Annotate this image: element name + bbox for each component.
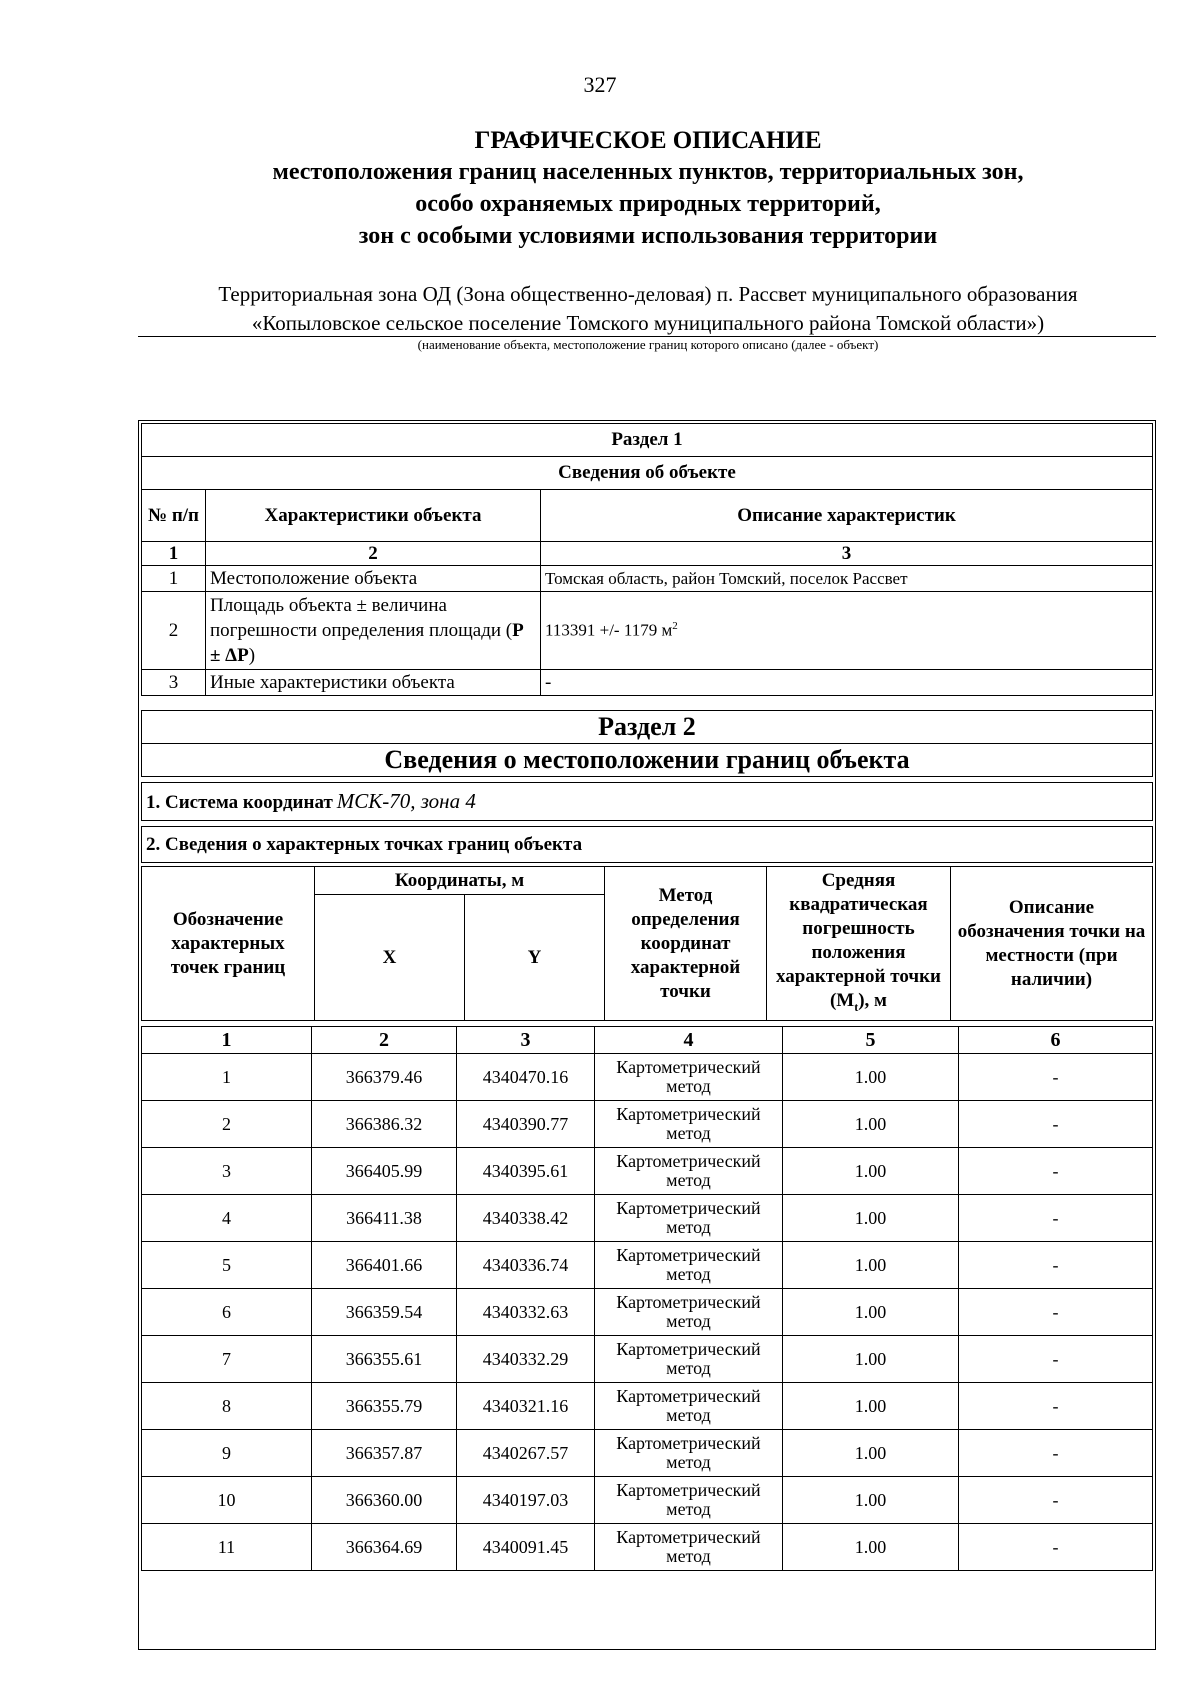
point-y: 4340390.77 — [457, 1101, 595, 1148]
point-description: - — [959, 1430, 1153, 1477]
col-number: 6 — [959, 1027, 1153, 1054]
point-id: 4 — [142, 1195, 312, 1242]
point-x: 366355.61 — [312, 1336, 457, 1383]
row-name-close: ) — [248, 645, 256, 666]
subtitle-line-3: зон с особыми условиями использования территории — [358, 223, 938, 249]
main-title: ГРАФИЧЕСКОЕ ОПИСАНИЕ — [474, 127, 822, 154]
object-name-caption: (наименование объекта, местоположение границ которого описано (далее - объект) — [417, 337, 879, 352]
area-unit-sup: 2 — [672, 620, 678, 633]
point-y: 4340091.45 — [457, 1524, 595, 1571]
point-x: 366386.32 — [312, 1101, 457, 1148]
section1-subheading: Сведения об объекте — [142, 457, 1153, 490]
point-method: Картометрический метод — [595, 1242, 783, 1289]
table-row — [142, 1477, 1153, 1524]
point-method: Картометрический метод — [595, 1101, 783, 1148]
point-y: 4340332.63 — [457, 1289, 595, 1336]
point-error: 1.00 — [783, 1054, 959, 1101]
point-x: 366359.54 — [312, 1289, 457, 1336]
object-name-line-2: «Копыловское сельское поселение Томского муниципального района Томской области») — [251, 311, 1045, 335]
header-error-sub: t — [854, 999, 859, 1014]
point-method: Картометрический метод — [595, 1054, 783, 1101]
point-method: Картометрический метод — [595, 1524, 783, 1571]
point-x: 366411.38 — [312, 1195, 457, 1242]
point-x: 366357.87 — [312, 1430, 457, 1477]
point-x: 366401.66 — [312, 1242, 457, 1289]
point-error: 1.00 — [783, 1242, 959, 1289]
table-row — [142, 1289, 1153, 1336]
point-error: 1.00 — [783, 1336, 959, 1383]
point-method: Картометрический метод — [595, 1383, 783, 1430]
point-description: - — [959, 1148, 1153, 1195]
point-error: 1.00 — [783, 1477, 959, 1524]
row-num: 2 — [142, 592, 206, 670]
point-id: 9 — [142, 1430, 312, 1477]
col-number: 2 — [312, 1027, 457, 1054]
table-row — [142, 1524, 1153, 1571]
table-row — [142, 1054, 1153, 1101]
point-description: - — [959, 1336, 1153, 1383]
table-row — [142, 1383, 1153, 1430]
point-id: 8 — [142, 1383, 312, 1430]
header-y: Y — [465, 895, 605, 1021]
col-number: 4 — [595, 1027, 783, 1054]
point-description: - — [959, 1289, 1153, 1336]
table-row — [142, 592, 1153, 670]
point-error: 1.00 — [783, 1101, 959, 1148]
row-name: Местоположение объекта — [206, 566, 541, 592]
point-id: 11 — [142, 1524, 312, 1571]
point-error: 1.00 — [783, 1195, 959, 1242]
section2-subheading: Сведения о местоположении границ объекта — [142, 744, 1153, 777]
point-y: 4340470.16 — [457, 1054, 595, 1101]
points-label-table — [141, 826, 1153, 863]
subtitle-line-2: особо охраняемых природных территорий, — [415, 191, 881, 217]
area-value: 113391 +/- 1179 м — [545, 620, 673, 640]
point-id: 10 — [142, 1477, 312, 1524]
row-num: 3 — [142, 670, 206, 696]
point-y: 4340395.61 — [457, 1148, 595, 1195]
section2-heading: Раздел 2 — [142, 711, 1153, 744]
point-description: - — [959, 1054, 1153, 1101]
header-x: X — [315, 895, 465, 1021]
point-method: Картометрический метод — [595, 1430, 783, 1477]
header-error-text: Средняя квадратическая погрешность положения характерной точки (М — [776, 869, 941, 1011]
point-x: 366379.46 — [312, 1054, 457, 1101]
point-y: 4340332.29 — [457, 1336, 595, 1383]
point-id: 2 — [142, 1101, 312, 1148]
row-name-text: Площадь объекта ± величина погрешности определения площади ( — [210, 595, 513, 641]
point-y: 4340336.74 — [457, 1242, 595, 1289]
row-name — [206, 592, 541, 670]
point-description: - — [959, 1383, 1153, 1430]
point-y: 4340267.57 — [457, 1430, 595, 1477]
table-row — [142, 1430, 1153, 1477]
col-header-num: № п/п — [142, 490, 206, 542]
object-name-line-1: Территориальная зона ОД (Зона общественно-деловая) п. Рассвет муниципального образования — [218, 282, 1078, 306]
point-x: 366364.69 — [312, 1524, 457, 1571]
point-error: 1.00 — [783, 1383, 959, 1430]
points-table — [141, 1026, 1153, 1571]
point-description: - — [959, 1524, 1153, 1571]
table-row — [142, 1101, 1153, 1148]
point-method: Картометрический метод — [595, 1289, 783, 1336]
col-number: 1 — [142, 1027, 312, 1054]
point-error: 1.00 — [783, 1148, 959, 1195]
table-row — [142, 1148, 1153, 1195]
col-header-description: Описание характеристик — [541, 490, 1153, 542]
point-method: Картометрический метод — [595, 1148, 783, 1195]
points-label: 2. Сведения о характерных точках границ объекта — [142, 827, 1153, 863]
row-num: 1 — [142, 566, 206, 592]
coord-system-label: 1. Система координат — [146, 792, 333, 813]
header-designation: Обозначение характерных точек границ — [142, 867, 315, 1021]
object-name — [140, 280, 1156, 338]
header-error-end: ), м — [858, 989, 888, 1011]
point-id: 5 — [142, 1242, 312, 1289]
coord-system — [142, 783, 1153, 821]
point-y: 4340197.03 — [457, 1477, 595, 1524]
point-x: 366360.00 — [312, 1477, 457, 1524]
point-id: 6 — [142, 1289, 312, 1336]
section1-table — [141, 423, 1153, 696]
point-description: - — [959, 1195, 1153, 1242]
point-method: Картометрический метод — [595, 1477, 783, 1524]
row-value: Томская область, район Томский, поселок Рассвет — [541, 566, 1153, 592]
table-row — [142, 566, 1153, 592]
coord-system-table — [141, 782, 1153, 821]
table-row — [142, 1336, 1153, 1383]
col-number: 1 — [142, 542, 206, 566]
point-x: 366355.79 — [312, 1383, 457, 1430]
table-row — [142, 670, 1153, 696]
col-number: 3 — [541, 542, 1153, 566]
row-name: Иные характеристики объекта — [206, 670, 541, 696]
header-coords: Координаты, м — [315, 867, 605, 895]
point-y: 4340338.42 — [457, 1195, 595, 1242]
point-x: 366405.99 — [312, 1148, 457, 1195]
section1-heading: Раздел 1 — [142, 424, 1153, 457]
point-method: Картометрический метод — [595, 1195, 783, 1242]
point-description: - — [959, 1242, 1153, 1289]
header-error — [767, 867, 951, 1021]
point-id: 7 — [142, 1336, 312, 1383]
page-number: 327 — [583, 72, 617, 97]
point-id: 3 — [142, 1148, 312, 1195]
row-value: - — [541, 670, 1153, 696]
point-error: 1.00 — [783, 1289, 959, 1336]
col-header-characteristic: Характеристики объекта — [206, 490, 541, 542]
point-description: - — [959, 1101, 1153, 1148]
coord-system-value: МСК-70, зона 4 — [336, 789, 476, 813]
row-value — [541, 592, 1153, 670]
subtitle-line-1: местоположения границ населенных пунктов, территориальных зон, — [272, 159, 1024, 185]
table-row — [142, 1195, 1153, 1242]
point-y: 4340321.16 — [457, 1383, 595, 1430]
point-method: Картометрический метод — [595, 1336, 783, 1383]
points-header-table — [141, 866, 1153, 1021]
row-name-formula: Р ± ΔР — [210, 620, 524, 666]
section2-header-table — [141, 710, 1153, 777]
point-error: 1.00 — [783, 1430, 959, 1477]
header-method: Метод определения координат характерной точки — [605, 867, 767, 1021]
header-description: Описание обозначения точки на местности (при наличии) — [951, 867, 1153, 1021]
col-number: 2 — [206, 542, 541, 566]
col-number: 5 — [783, 1027, 959, 1054]
document-title — [140, 126, 1156, 252]
col-number: 3 — [457, 1027, 595, 1054]
table-row — [142, 1242, 1153, 1289]
point-error: 1.00 — [783, 1524, 959, 1571]
point-description: - — [959, 1477, 1153, 1524]
point-id: 1 — [142, 1054, 312, 1101]
